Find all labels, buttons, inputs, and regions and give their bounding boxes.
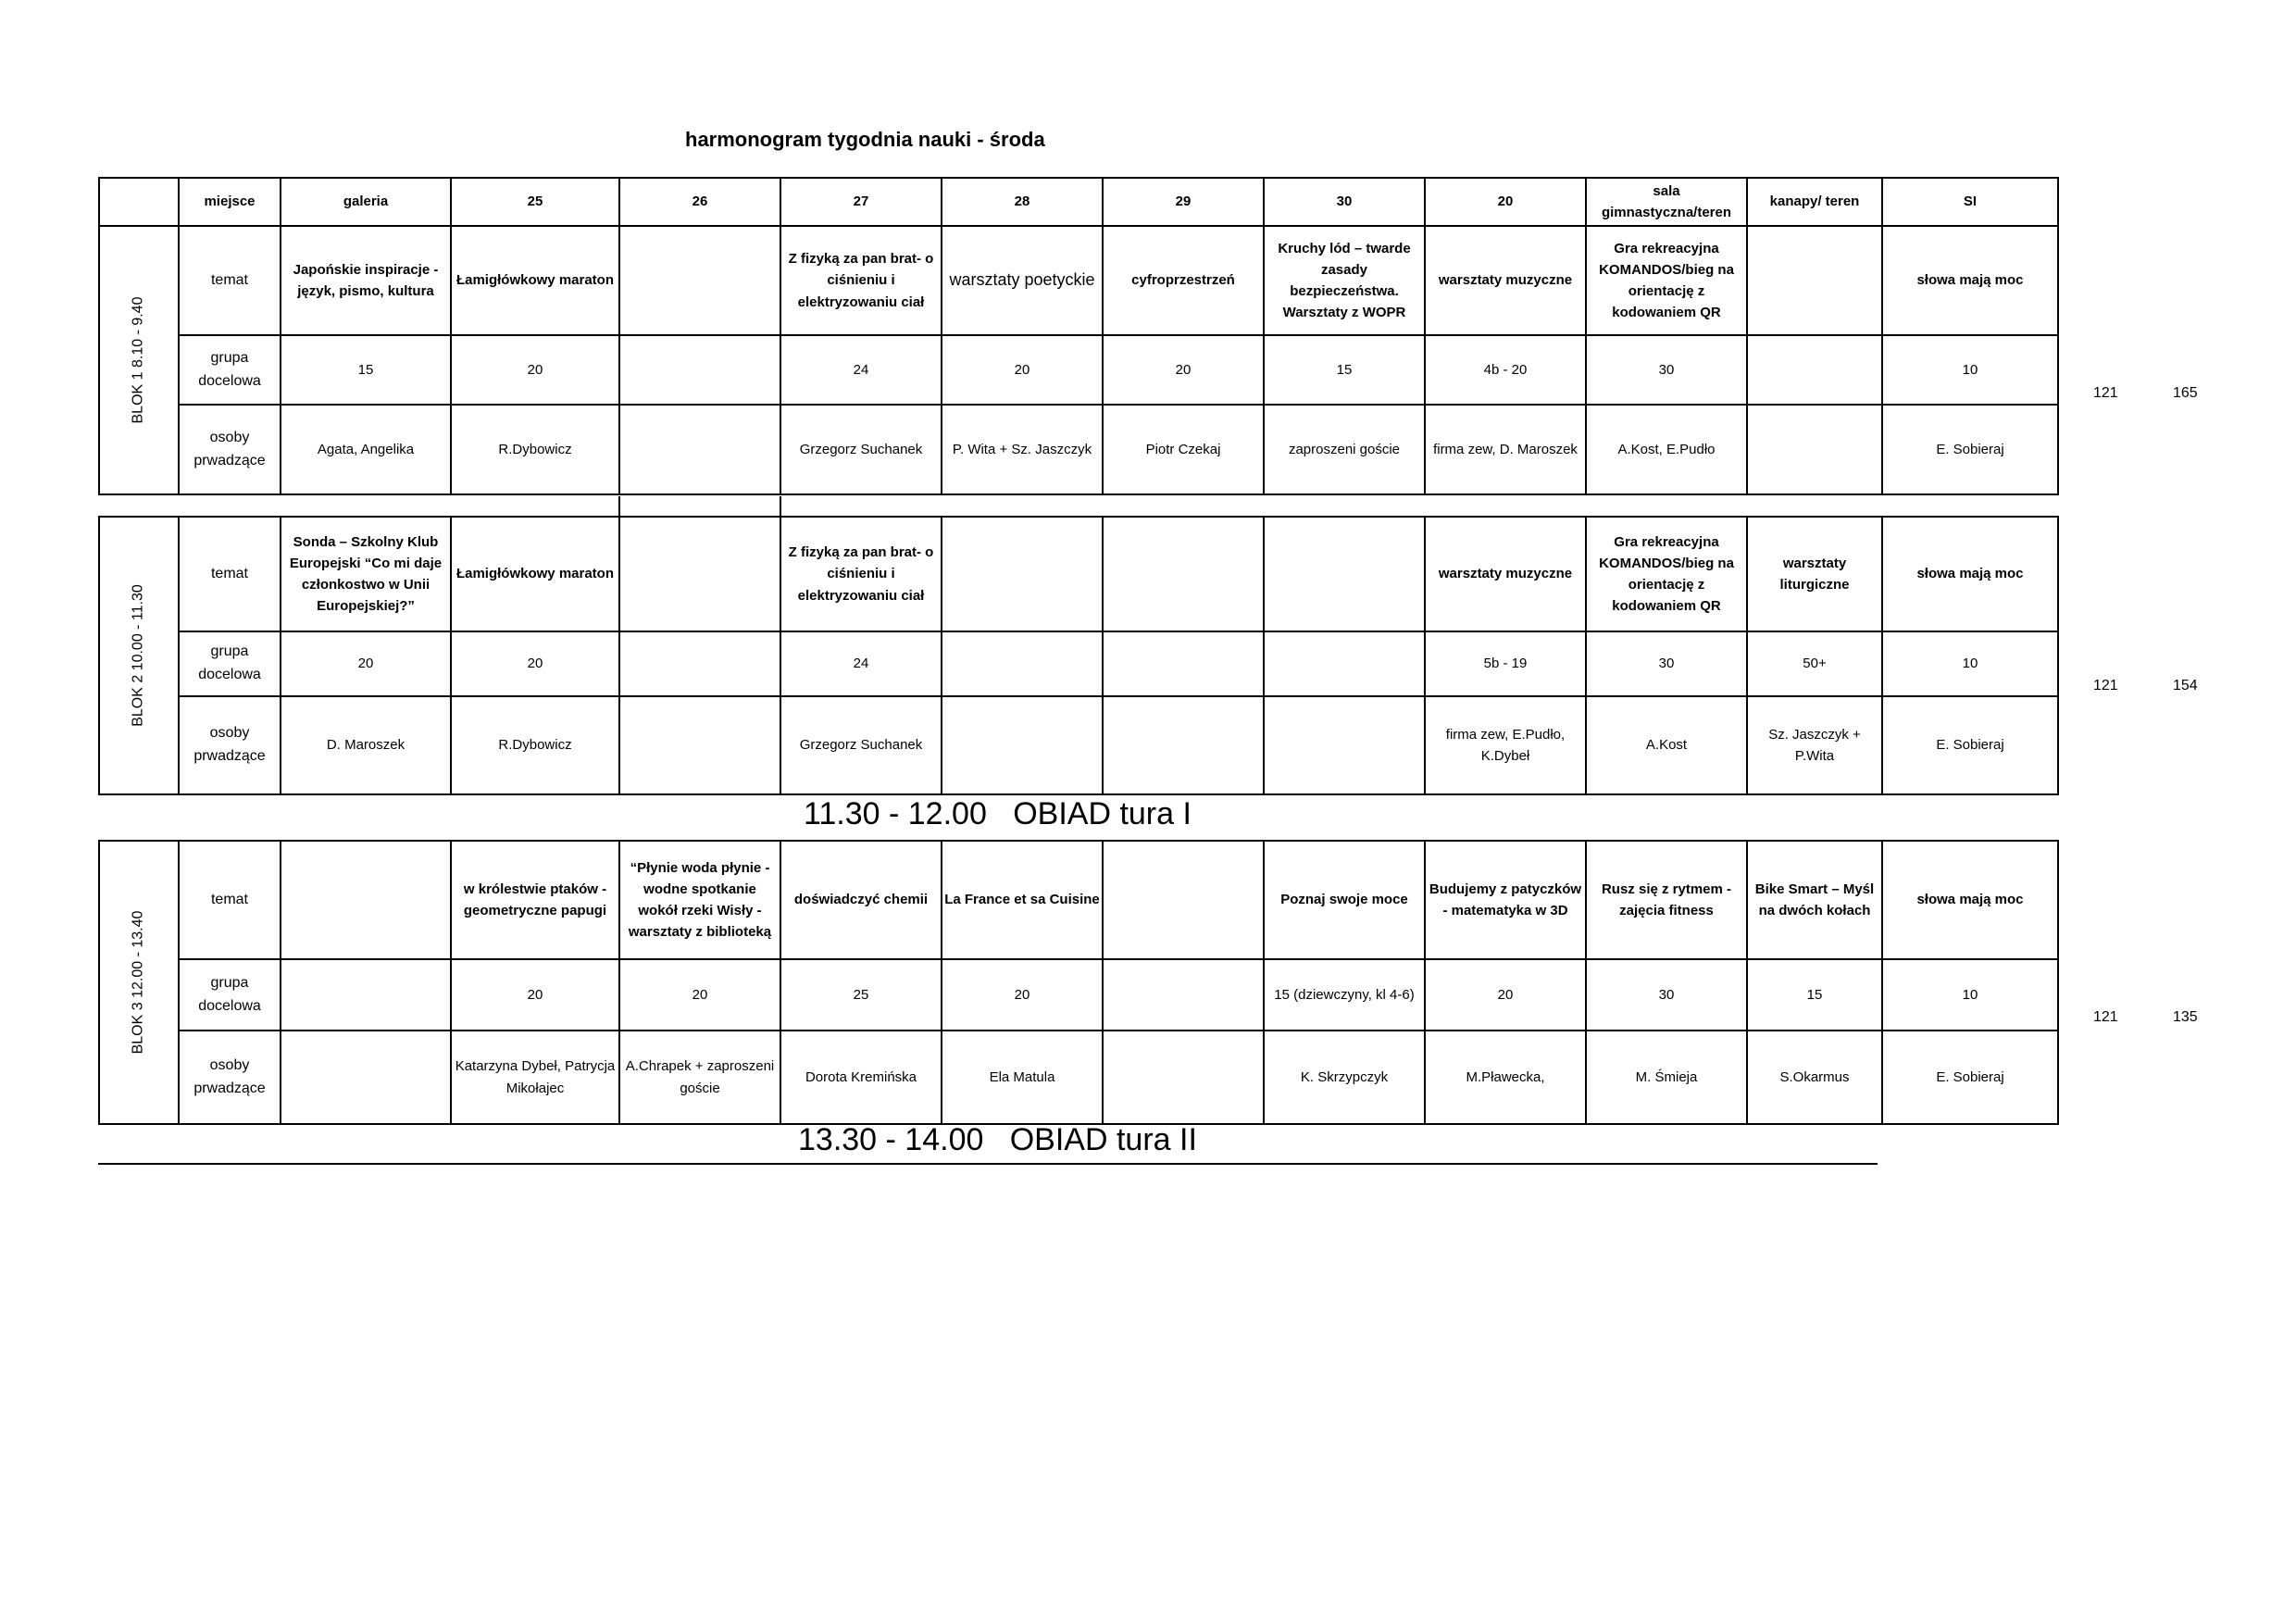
- topic-cell: Budujemy z patyczków - matematyka w 3D: [1425, 841, 1586, 959]
- side-value-total: 135: [2173, 1009, 2198, 1025]
- leader-cell: [1103, 1031, 1264, 1124]
- side-value-total: 154: [2173, 678, 2198, 693]
- header-place: SI: [1882, 178, 2058, 226]
- leader-cell: A.Chrapek + zaproszeni goście: [619, 1031, 780, 1124]
- topic-row: [99, 226, 2062, 335]
- group-cell: 10: [1882, 631, 2058, 696]
- topic-cell: [942, 517, 1103, 631]
- leader-cell: A.Kost: [1586, 696, 1747, 794]
- topic-cell: Sonda – Szkolny Klub Europejski “Co mi daje członkostwo w Unii Europejskiej?”: [281, 517, 451, 631]
- group-cell: 20: [619, 959, 780, 1031]
- row-label-group: grupa docelowa: [179, 959, 281, 1031]
- topic-cell: Z fizyką za pan brat- o ciśnieniu i elektryzowaniu ciał: [780, 517, 942, 631]
- topic-cell: Kruchy lód – twarde zasady bezpieczeństwa. Warsztaty z WOPR: [1264, 226, 1425, 335]
- group-cell: 15 (dziewczyny, kl 4-6): [1264, 959, 1425, 1031]
- group-row: [99, 959, 2062, 1031]
- topic-cell: [1747, 226, 1882, 335]
- group-cell: 30: [1586, 959, 1747, 1031]
- leader-cell: S.Okarmus: [1747, 1031, 1882, 1124]
- group-cell: 30: [1586, 631, 1747, 696]
- topic-cell: Gra rekreacyjna KOMANDOS/bieg na orientację z kodowaniem QR: [1586, 226, 1747, 335]
- group-cell: [942, 631, 1103, 696]
- header-place: 29: [1103, 178, 1264, 226]
- topic-cell: [281, 841, 451, 959]
- leader-cell: R.Dybowicz: [451, 405, 619, 494]
- header-place: 25: [451, 178, 619, 226]
- group-cell: 30: [1586, 335, 1747, 405]
- topic-row: [99, 841, 2062, 959]
- topic-cell: Gra rekreacyjna KOMANDOS/bieg na orientację z kodowaniem QR: [1586, 517, 1747, 631]
- side-spacer: [2058, 335, 2062, 405]
- topic-cell: Łamigłówkowy maraton: [451, 517, 619, 631]
- block-label-cell: [99, 226, 179, 494]
- leader-cell: Sz. Jaszczyk + P.Wita: [1747, 696, 1882, 794]
- leader-cell: D. Maroszek: [281, 696, 451, 794]
- topic-cell: w królestwie ptaków - geometryczne papugi: [451, 841, 619, 959]
- group-cell: 4b - 20: [1425, 335, 1586, 405]
- header-corner: [99, 178, 179, 226]
- topic-cell: [1264, 517, 1425, 631]
- leaders-row: [99, 405, 2062, 494]
- side-spacer: [2058, 517, 2062, 631]
- group-cell: 20: [451, 335, 619, 405]
- group-cell: 10: [1882, 959, 2058, 1031]
- topic-cell: warsztaty muzyczne: [1425, 517, 1586, 631]
- header-row: [99, 178, 2062, 226]
- leader-cell: Piotr Czekaj: [1103, 405, 1264, 494]
- leader-cell: [1747, 405, 1882, 494]
- group-cell: [1264, 631, 1425, 696]
- header-place: 20: [1425, 178, 1586, 226]
- side-spacer: [2058, 405, 2062, 494]
- topic-cell: warsztaty muzyczne: [1425, 226, 1586, 335]
- topic-cell: La France et sa Cuisine: [942, 841, 1103, 959]
- lunch-break-1: 11.30 - 12.00 OBIAD tura I: [804, 796, 1192, 831]
- side-value-count: 121: [2093, 678, 2118, 693]
- topic-cell: Japońskie inspiracje - język, pismo, kultura: [281, 226, 451, 335]
- bottom-rule: [98, 1163, 1878, 1165]
- schedule-table-block-2: [98, 516, 2063, 795]
- group-cell: 24: [780, 631, 942, 696]
- group-cell: 20: [281, 631, 451, 696]
- leader-cell: [619, 696, 780, 794]
- group-cell: [619, 335, 780, 405]
- group-cell: 20: [942, 335, 1103, 405]
- group-cell: 25: [780, 959, 942, 1031]
- leader-cell: P. Wita + Sz. Jaszczyk: [942, 405, 1103, 494]
- leader-cell: E. Sobieraj: [1882, 405, 2058, 494]
- header-place: 28: [942, 178, 1103, 226]
- group-row: [99, 631, 2062, 696]
- row-label-topic: temat: [179, 517, 281, 631]
- header-place: galeria: [281, 178, 451, 226]
- side-spacer: [2058, 226, 2062, 335]
- row-label-topic: temat: [179, 841, 281, 959]
- leader-cell: E. Sobieraj: [1882, 1031, 2058, 1124]
- topic-cell: Rusz się z rytmem - zajęcia fitness: [1586, 841, 1747, 959]
- row-label-group: grupa docelowa: [179, 335, 281, 405]
- group-cell: [1103, 631, 1264, 696]
- group-cell: [1747, 335, 1882, 405]
- block-label-cell: [99, 517, 179, 794]
- topic-cell: “Płynie woda płynie - wodne spotkanie wokół rzeki Wisły - warsztaty z biblioteką: [619, 841, 780, 959]
- row-label-leaders: osoby prwadzące: [179, 696, 281, 794]
- leader-cell: [1264, 696, 1425, 794]
- topic-row: [99, 517, 2062, 631]
- topic-cell: Bike Smart – Myśl na dwóch kołach: [1747, 841, 1882, 959]
- topic-cell: Łamigłówkowy maraton: [451, 226, 619, 335]
- group-cell: 24: [780, 335, 942, 405]
- group-cell: 15: [281, 335, 451, 405]
- leader-cell: E. Sobieraj: [1882, 696, 2058, 794]
- header-place: 30: [1264, 178, 1425, 226]
- leader-cell: Katarzyna Dybeł, Patrycja Mikołajec: [451, 1031, 619, 1124]
- leader-cell: Grzegorz Suchanek: [780, 405, 942, 494]
- group-cell: 20: [1425, 959, 1586, 1031]
- topic-cell: Poznaj swoje moce: [1264, 841, 1425, 959]
- block-label: BLOK 2 10.00 - 11.30: [130, 584, 146, 727]
- group-cell: 15: [1747, 959, 1882, 1031]
- block-label: BLOK 1 8.10 - 9.40: [130, 296, 146, 424]
- leader-cell: zaproszeni goście: [1264, 405, 1425, 494]
- lunch-break-2: 13.30 - 14.00 OBIAD tura II: [798, 1122, 1197, 1157]
- leaders-row: [99, 1031, 2062, 1124]
- leader-cell: firma zew, D. Maroszek: [1425, 405, 1586, 494]
- group-row: [99, 335, 2062, 405]
- row-label-leaders: osoby prwadzące: [179, 1031, 281, 1124]
- leader-cell: firma zew, E.Pudło, K.Dybeł: [1425, 696, 1586, 794]
- group-cell: 20: [942, 959, 1103, 1031]
- leader-cell: [281, 1031, 451, 1124]
- group-cell: 20: [451, 959, 619, 1031]
- leader-cell: [942, 696, 1103, 794]
- header-place: sala gimnastyczna/teren: [1586, 178, 1747, 226]
- leader-cell: Ela Matula: [942, 1031, 1103, 1124]
- topic-cell: cyfroprzestrzeń: [1103, 226, 1264, 335]
- side-spacer: [2058, 631, 2062, 696]
- group-cell: 50+: [1747, 631, 1882, 696]
- leader-cell: Dorota Kremińska: [780, 1031, 942, 1124]
- schedule-table-block-1: [98, 177, 2063, 495]
- topic-cell: słowa mają moc: [1882, 841, 2058, 959]
- block-label-cell: [99, 841, 179, 1124]
- header-place: 26: [619, 178, 780, 226]
- header-place: kanapy/ teren: [1747, 178, 1882, 226]
- topic-cell: Z fizyką za pan brat- o ciśnieniu i elektryzowaniu ciał: [780, 226, 942, 335]
- topic-cell: [1103, 517, 1264, 631]
- group-cell: 20: [451, 631, 619, 696]
- side-value-total: 165: [2173, 385, 2198, 401]
- row-label-group: grupa docelowa: [179, 631, 281, 696]
- row-label-leaders: osoby prwadzące: [179, 405, 281, 494]
- side-spacer: [2058, 1031, 2062, 1124]
- topic-cell: słowa mają moc: [1882, 517, 2058, 631]
- page-title: harmonogram tygodnia nauki - środa: [685, 128, 1045, 151]
- topic-cell: warsztaty poetyckie: [942, 226, 1103, 335]
- topic-cell: [619, 226, 780, 335]
- topic-cell: doświadczyć chemii: [780, 841, 942, 959]
- header-place: 27: [780, 178, 942, 226]
- row-label-topic: temat: [179, 226, 281, 335]
- leader-cell: K. Skrzypczyk: [1264, 1031, 1425, 1124]
- leader-cell: [619, 405, 780, 494]
- leader-cell: M. Śmieja: [1586, 1031, 1747, 1124]
- topic-cell: [1103, 841, 1264, 959]
- group-cell: 15: [1264, 335, 1425, 405]
- side-value-count: 121: [2093, 1009, 2118, 1025]
- group-cell: [1103, 959, 1264, 1031]
- leader-cell: M.Pławecka,: [1425, 1031, 1586, 1124]
- leader-cell: A.Kost, E.Pudło: [1586, 405, 1747, 494]
- topic-cell: słowa mają moc: [1882, 226, 2058, 335]
- leader-cell: R.Dybowicz: [451, 696, 619, 794]
- side-value-count: 121: [2093, 385, 2118, 401]
- group-cell: 20: [1103, 335, 1264, 405]
- topic-cell: [619, 517, 780, 631]
- leaders-row: [99, 696, 2062, 794]
- schedule-table-block-3: [98, 840, 2063, 1125]
- leader-cell: Agata, Angelika: [281, 405, 451, 494]
- header-row-label: miejsce: [179, 178, 281, 226]
- leader-cell: [1103, 696, 1264, 794]
- side-spacer: [2058, 959, 2062, 1031]
- side-spacer: [2058, 696, 2062, 794]
- group-cell: [281, 959, 451, 1031]
- group-cell: 5b - 19: [1425, 631, 1586, 696]
- group-cell: 10: [1882, 335, 2058, 405]
- topic-cell: warsztaty liturgiczne: [1747, 517, 1882, 631]
- group-cell: [619, 631, 780, 696]
- block-label: BLOK 3 12.00 - 13.40: [130, 910, 146, 1055]
- side-spacer: [2058, 841, 2062, 959]
- leader-cell: Grzegorz Suchanek: [780, 696, 942, 794]
